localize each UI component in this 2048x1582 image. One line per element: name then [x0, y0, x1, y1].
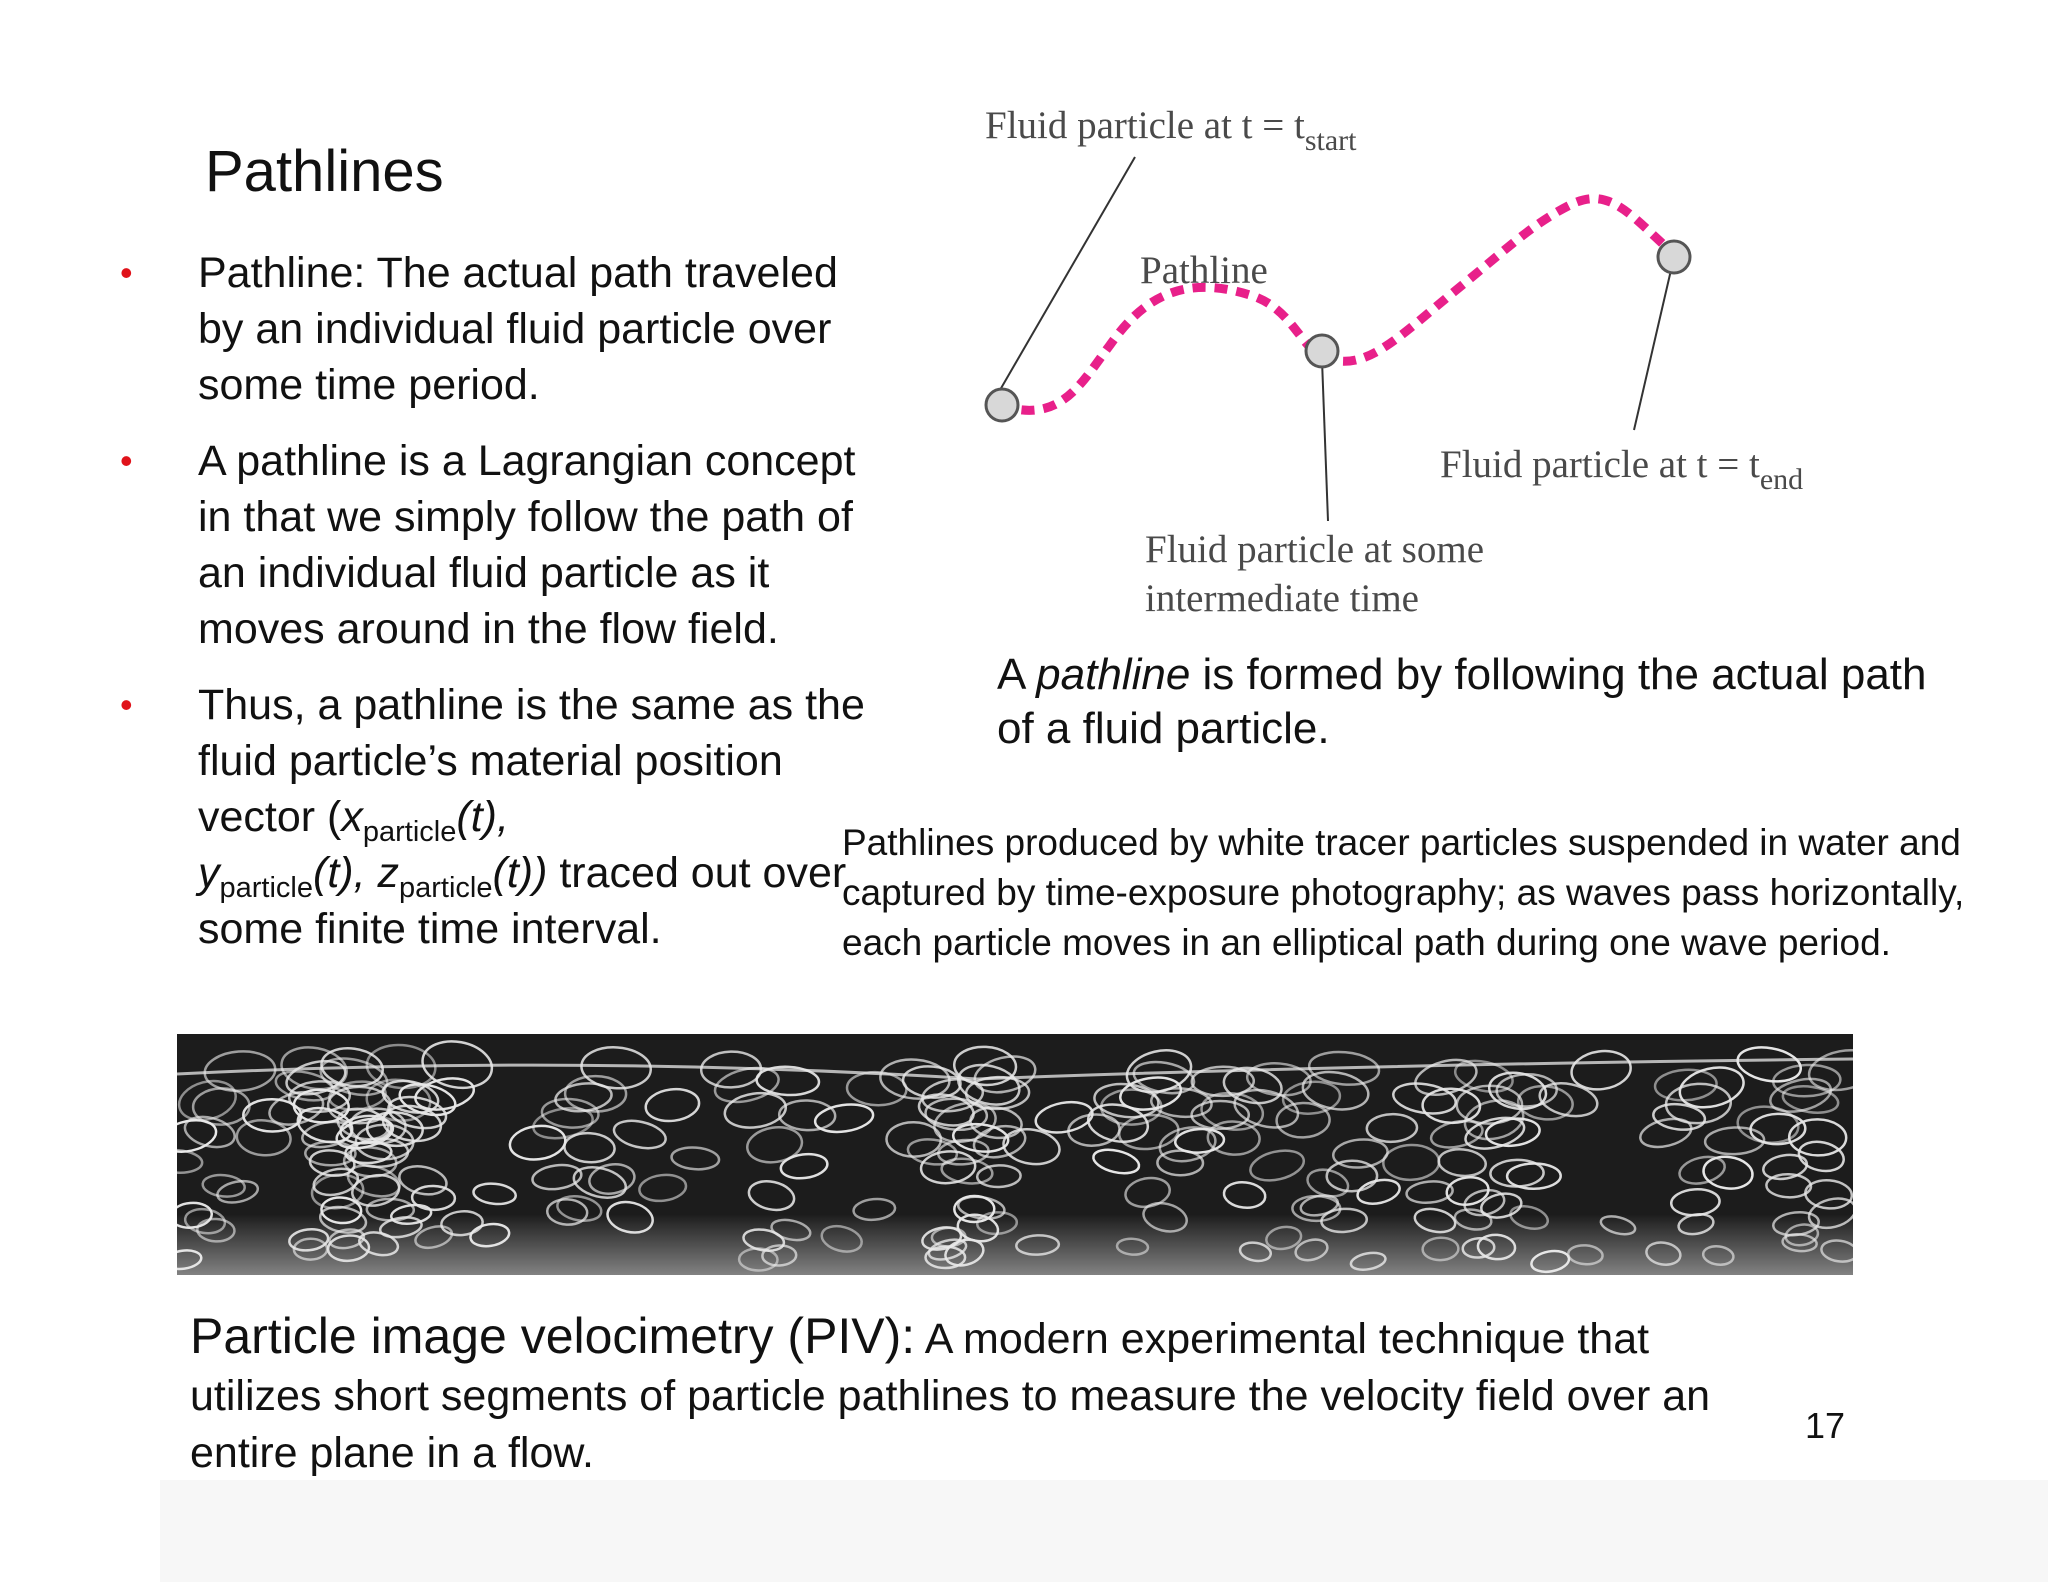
piv-description: Particle image velocimetry (PIV): A modern experimental technique that utilizes short segments of particle pathlines to measure the velocity field over an entire plane in a flow. [190, 1308, 1711, 1477]
label-start: Fluid particle at $t = t_{start}$ [985, 104, 1357, 157]
bullet-dot-icon: • [120, 440, 133, 481]
background-shade [160, 1480, 2048, 1582]
bullet-text: Thus, a pathline is the same as the fluid particle’s material position vector ($x_{particle}(t)$, $y_{particle}(t)$, $z_{particle}(t)$) traced out over some finite time interval. [198, 681, 865, 953]
photo-caption: Pathlines produced by white tracer particles suspended in water and captured by time-exposure photography; as waves pass horizontally, each particle moves in an elliptical path during one wave period. [842, 822, 1965, 963]
page-number: 17 [1805, 1405, 1846, 1446]
bullet-text: A pathline is a Lagrangian concept in that we simply follow the path of an individual fluid particle as it moves around in the flow field. [198, 437, 856, 653]
tracer-particle-photo [177, 1034, 1853, 1275]
bullet-item [120, 245, 880, 413]
label-mid-line1: Fluid particle at some [1145, 528, 1485, 571]
leader-line-end [1634, 257, 1674, 430]
bullet-dot-icon: • [120, 252, 133, 293]
bullet-item [120, 433, 880, 657]
diagram-caption: A pathline is formed by following the actual path of a fluid particle. [997, 650, 1927, 753]
bullet-text: Pathline: The actual path traveled by an individual fluid particle over some time period. [198, 249, 838, 409]
particle-mid-icon [1306, 335, 1338, 367]
label-mid-line2: intermediate time [1145, 577, 1419, 620]
particle-start-icon [986, 389, 1018, 421]
slide-title: Pathlines [205, 139, 444, 204]
bullet-item [120, 677, 880, 957]
bullet-dot-icon: • [120, 684, 133, 725]
label-pathline: Pathline [1140, 249, 1268, 292]
label-end: Fluid particle at $t = t_{end}$ [1440, 443, 1804, 496]
leader-line-mid [1322, 360, 1328, 521]
particle-end-icon [1658, 241, 1690, 273]
leader-line-start [1000, 157, 1135, 390]
bullet-list [120, 245, 880, 977]
pathline-curve [1000, 199, 1675, 411]
pathline-diagram [970, 95, 1870, 635]
